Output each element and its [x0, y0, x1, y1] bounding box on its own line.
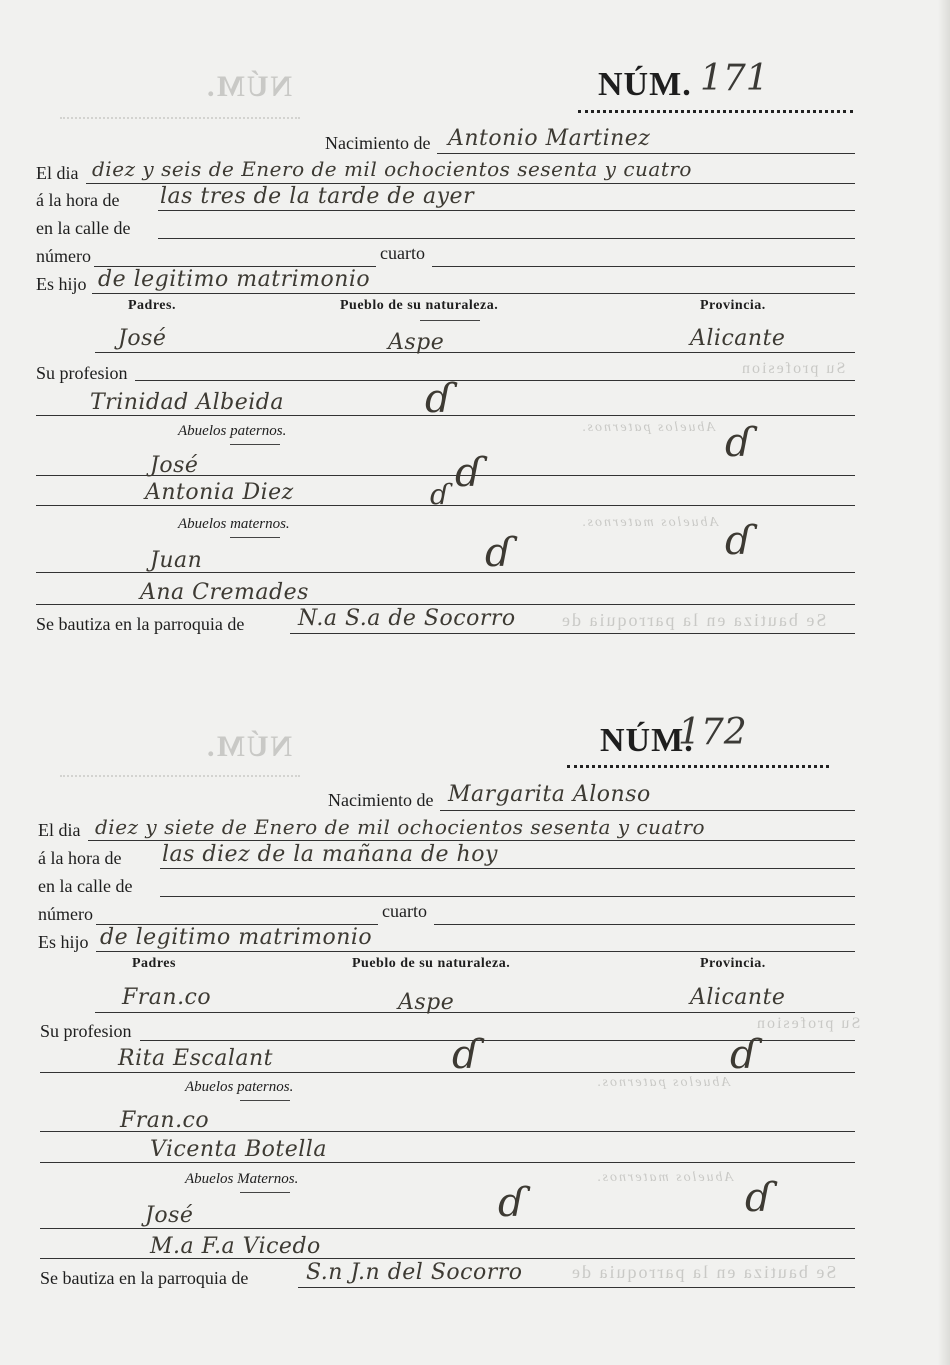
col-pueblo-underline [420, 320, 480, 321]
entry-divider [567, 765, 829, 774]
entry-number-label: NÚM. [598, 66, 692, 103]
hora-label: á la hora de [36, 190, 120, 210]
dia-label: El dia [36, 163, 79, 183]
ghost-parroquia-bottom: Se bautiza en la parroquia de [570, 1262, 837, 1282]
ghost-num-bottom: NÚM. [205, 730, 293, 763]
cuarto-line [434, 924, 855, 925]
abuelo-pat-2-line [40, 1162, 855, 1163]
dia-label: El dia [38, 820, 81, 840]
profesion-label: Su profesion [40, 1021, 132, 1041]
abuelo-mat-2: Ana Cremades [140, 580, 309, 605]
abuelo-mat-2: M.a F.a Vicedo [150, 1234, 321, 1259]
padre-provincia: Alicante [690, 326, 786, 351]
abuelo-pat-2-mark: ɗ [430, 478, 450, 511]
cuarto-line [432, 266, 855, 267]
abuelo-pat-1: Fran.co [120, 1108, 210, 1133]
parroquia-value: S.n J.n del Socorro [306, 1260, 523, 1285]
madre-mark-right: ɗ [730, 1032, 758, 1078]
ghost-abuelos-mat-bottom: Abuelos maternos. [595, 1170, 734, 1185]
dia-value: diez y siete de Enero de mil ochocientos sesenta y cuatro [95, 815, 706, 839]
madre-mark: ɗ [425, 376, 453, 422]
padre-pueblo: Aspe [388, 330, 445, 355]
padre-name: Fran.co [122, 985, 212, 1010]
hijo-line [92, 293, 855, 294]
padre-line [95, 1012, 855, 1013]
profesion-line [135, 380, 855, 381]
madre-name: Trinidad Albeida [90, 390, 284, 415]
cuarto-label: cuarto [382, 901, 427, 921]
ghost-wave-top [60, 117, 300, 119]
abuelo-mat-1: Juan [150, 548, 203, 573]
dia-value: diez y seis de Enero de mil ochocientos sesenta y cuatro [92, 157, 692, 181]
abuelos-maternos-label: Abuelos maternos. [178, 516, 290, 532]
nacimiento-line [437, 153, 855, 154]
abuelos-paternos-label: Abuelos paternos. [185, 1079, 294, 1095]
col-padres: Padres. [128, 298, 176, 313]
parroquia-label: Se bautiza en la parroquia de [40, 1268, 249, 1288]
profesion-label: Su profesion [36, 363, 128, 383]
nacimiento-line [440, 810, 855, 811]
madre-mark: ɗ [452, 1032, 480, 1078]
hora-line [160, 868, 855, 869]
abuelos-maternos-underline [240, 1192, 290, 1193]
abuelo-pat-1-mark-right: ɗ [725, 420, 753, 466]
abuelo-mat-1-line [40, 1228, 855, 1229]
hijo-value: de legitimo matrimonio [98, 267, 371, 292]
numero-label: número [36, 246, 91, 266]
madre-name: Rita Escalant [118, 1046, 273, 1071]
ghost-parroquia-top: Se bautiza en la parroquia de [560, 610, 827, 630]
padre-name: José [118, 326, 167, 351]
page-binding-shadow [938, 0, 950, 1365]
abuelos-paternos-underline [230, 444, 280, 445]
abuelos-paternos-label: Abuelos paternos. [178, 423, 287, 439]
abuelos-maternos-underline [230, 537, 280, 538]
hijo-label: Es hijo [38, 932, 89, 952]
nacimiento-value: Antonio Martinez [448, 126, 651, 151]
parroquia-value: N.a S.a de Socorro [298, 606, 516, 631]
abuelos-paternos-underline [240, 1100, 290, 1101]
cuarto-label: cuarto [380, 243, 425, 263]
numero-label: número [38, 904, 93, 924]
dia-line [88, 840, 855, 841]
abuelo-pat-2: Vicenta Botella [150, 1137, 327, 1162]
abuelo-pat-1: José [150, 453, 199, 478]
nacimiento-value: Margarita Alonso [448, 782, 651, 807]
calle-line [160, 896, 855, 897]
col-provincia: Provincia. [700, 298, 766, 313]
entry-number-value: 171 [700, 58, 769, 99]
padre-line [95, 352, 855, 353]
padre-provincia: Alicante [690, 985, 786, 1010]
hijo-line [96, 951, 855, 952]
ghost-wave-bottom [60, 775, 300, 777]
ghost-abuelos-pat-bottom: Abuelos paternos. [595, 1075, 731, 1090]
ghost-abuelos-mat-top: Abuelos maternos. [580, 515, 719, 530]
parroquia-label: Se bautiza en la parroquia de [36, 614, 245, 634]
abuelo-mat-1-mark: ɗ [498, 1180, 526, 1226]
calle-line [158, 238, 855, 239]
hora-label: á la hora de [38, 848, 122, 868]
hijo-label: Es hijo [36, 274, 87, 294]
abuelo-mat-1-mark-right: ɗ [725, 518, 753, 564]
ghost-profesion-bottom: Su profesion [755, 1015, 861, 1032]
hijo-value: de legitimo matrimonio [100, 925, 373, 950]
col-provincia: Provincia. [700, 956, 766, 971]
hora-value: las diez de la mañana de hoy [162, 842, 498, 867]
col-pueblo: Pueblo de su naturaleza. [340, 298, 499, 313]
col-padres: Padres [132, 956, 176, 971]
nacimiento-label: Nacimiento de [325, 133, 431, 153]
abuelo-mat-1-mark: ɗ [485, 530, 513, 576]
abuelo-pat-1-mark: ɗ [455, 450, 483, 496]
abuelo-mat-1-mark-right: ɗ [745, 1175, 773, 1221]
entry-number-value: 172 [678, 712, 747, 753]
abuelo-pat-2: Antonia Diez [145, 480, 294, 505]
padre-pueblo: Aspe [398, 990, 455, 1015]
ghost-abuelos-pat-top: Abuelos paternos. [580, 420, 716, 435]
calle-label: en la calle de [36, 218, 131, 238]
hora-line [158, 210, 855, 211]
abuelos-maternos-label: Abuelos Maternos. [185, 1171, 299, 1187]
hora-value: las tres de la tarde de ayer [160, 184, 475, 209]
entry-number-label: NÚM. [600, 722, 694, 759]
col-pueblo: Pueblo de su naturaleza. [352, 956, 511, 971]
nacimiento-label: Nacimiento de [328, 790, 434, 810]
ghost-profesion-top: Su profesion [740, 360, 846, 377]
abuelo-mat-1: José [145, 1203, 194, 1228]
ghost-num-top: NÚM. [205, 70, 293, 103]
calle-label: en la calle de [38, 876, 133, 896]
parroquia-line [290, 633, 855, 634]
entry-divider [578, 110, 853, 119]
parroquia-line [298, 1287, 855, 1288]
